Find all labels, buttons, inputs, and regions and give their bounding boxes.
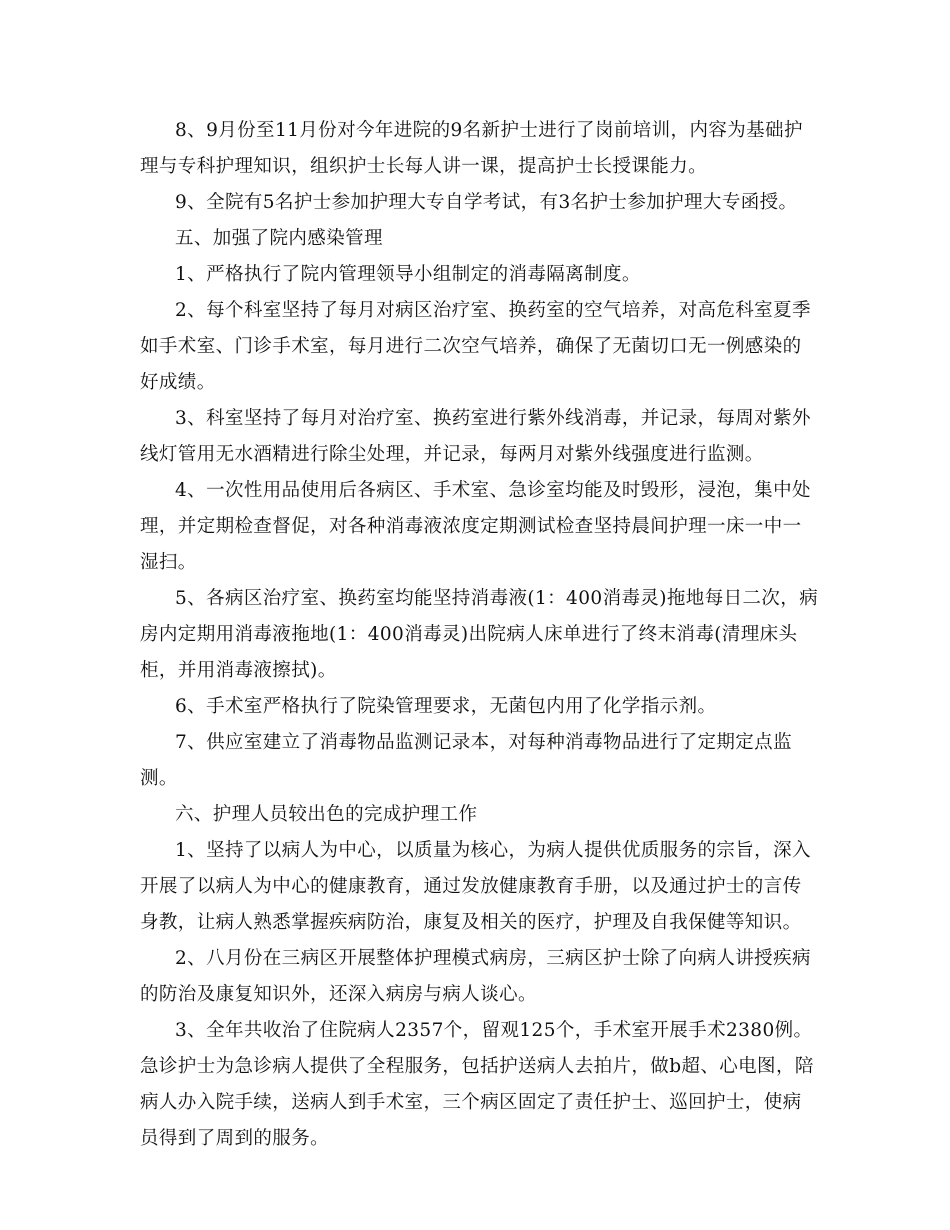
paragraph-air-culture: 2、每个科室坚持了每月对病区治疗室、换药室的空气培养，对高危科室夏季如手术室、门诊手术室，每月进行二次空气培养，确保了无菌切口无一例感染的好成绩。 <box>140 300 811 393</box>
paragraph-isolation: 1、严格执行了院内管理领导小组制定的消毒隔离制度。 <box>175 264 641 285</box>
paragraph-annual-stats: 3、全年共收治了住院病人2357个，留观125个，手术室开展手术2380例。 <box>175 1020 813 1041</box>
section-heading-infection: 五、加强了院内感染管理 <box>175 228 383 249</box>
paragraph-disposables: 4、一次性用品使用后各病区、手术室、急诊室均能及时毁形，浸泡，集中处理，并定期检查督促，对各种消毒液浓度定期测试检查坚持晨间护理一床一中一湿扫。 <box>140 480 811 573</box>
section-heading-nursing: 六、护理人员较出色的完成护理工作 <box>175 804 478 825</box>
paragraph-supply-room: 7、供应室建立了消毒物品监测记录本，对每种消毒物品进行了定期定点监测。 <box>140 732 792 789</box>
paragraph-exam: 9、全院有5名护士参加护理大专自学考试，有3名护士参加护理大专函授。 <box>175 192 798 213</box>
document-body <box>140 113 820 1157</box>
paragraph-emergency: 急诊护士为急诊病人提供了全程服务，包括护送病人去拍片，做b超、心电图，陪病人办入院手续，送病人到手术室，三个病区固定了责任护士、巡回护士，使病员得到了周到的服务。 <box>140 1056 814 1149</box>
paragraph-operating-room: 6、手术室严格执行了院染管理要求，无菌包内用了化学指示剂。 <box>175 696 717 717</box>
paragraph-patient-centered: 1、坚持了以病人为中心，以质量为核心，为病人提供优质服务的宗旨，深入开展了以病人为中心的健康教育，通过发放健康教育手册，以及通过护士的言传身教，让病人熟悉掌握疾病防治，康复及相关的医疗，护理及自我保健等知识。 <box>140 840 811 933</box>
paragraph-disinfectant: 5、各病区治疗室、换药室均能坚持消毒液(1：400消毒灵)拖地每日二次，病房内定期用消毒液拖地(1：400消毒灵)出院病人床单进行了终末消毒(清理床头柜，并用消毒液擦拭)。 <box>140 588 819 681</box>
paragraph-holistic-care: 2、八月份在三病区开展整体护理模式病房，三病区护士除了向病人讲授疾病的防治及康复知识外，还深入病房与病人谈心。 <box>140 948 811 1005</box>
paragraph-training: 8、9月份至11月份对今年进院的9名新护士进行了岗前培训，内容为基础护理与专科护理知识，组织护士长每人讲一课，提高护士长授课能力。 <box>140 120 803 177</box>
paragraph-uv: 3、科室坚持了每月对治疗室、换药室进行紫外线消毒，并记录，每周对紫外线灯管用无水酒精进行除尘处理，并记录，每两月对紫外线强度进行监测。 <box>140 408 811 465</box>
